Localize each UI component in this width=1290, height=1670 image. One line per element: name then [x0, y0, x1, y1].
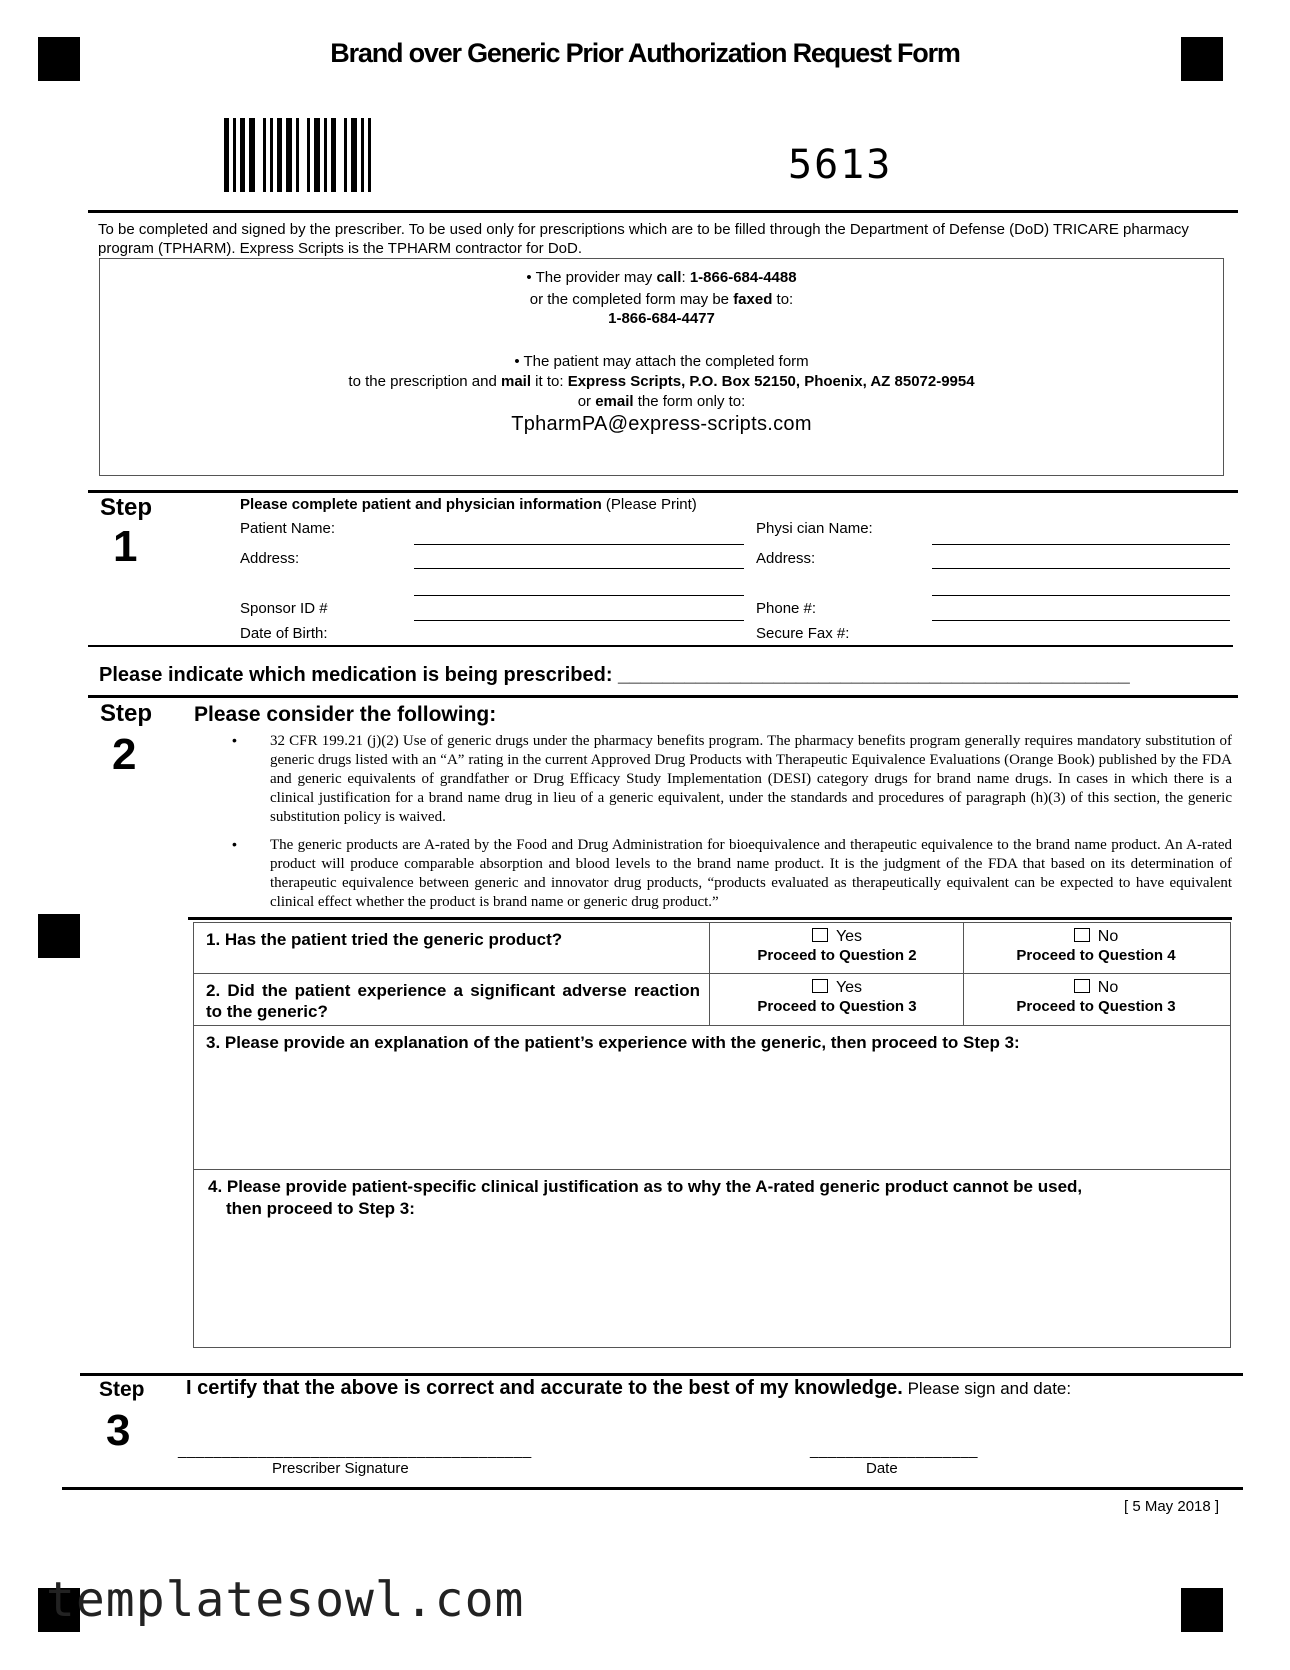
q1-no-checkbox[interactable]: [1074, 928, 1090, 942]
question-3: 3. Please provide an explanation of the patient’s experience with the generic, then proceed to Step 3:: [206, 1033, 1020, 1052]
question-4-continued: then proceed to Step 3:: [226, 1199, 415, 1218]
q1-no-option[interactable]: No Proceed to Question 4: [970, 928, 1222, 964]
step3-number: 3: [106, 1406, 131, 1455]
mail-address: Express Scripts, P.O. Box 52150, Phoenix, AZ 85072-9954: [567, 373, 975, 390]
question-table-top-rule: [188, 917, 1232, 920]
q1-yes-option[interactable]: Yes Proceed to Question 2: [711, 928, 963, 964]
physician-address-field-line2[interactable]: [932, 595, 1230, 596]
physician-address-label: Address:: [756, 550, 816, 567]
revision-date: [ 5 May 2018 ]: [1124, 1498, 1220, 1515]
regulation-paragraph: 32 CFR 199.21 (j)(2) Use of generic drugs under the pharmacy benefits program. The pharmacy benefits program generally requires mandatory substitution of generic drugs listed with an “A” rating in the current Approved Drug Products with Therapeutic Equivalence Evaluations (Orange Book) published by the FDA and generic equivalents of grandfather or Drug Efficacy Study Implementation (DESI) category drugs for brand name drugs. In cases in which there is a clinical justification for a brand name drug in lieu of a generic equivalent, under the standards and procedures of paragraph (h)(3) of this section, the generic substitution policy is waived.: [270, 733, 1232, 825]
q2-yes-option[interactable]: Yes Proceed to Question 3: [711, 979, 963, 1015]
phone-field[interactable]: [932, 620, 1230, 621]
secure-fax-label: Secure Fax #:: [756, 625, 850, 642]
patient-address-field-line2[interactable]: [414, 595, 744, 596]
intro-text: To be completed and signed by the prescriber. To be used only for prescriptions which are to be filled through the Department of Defense (DoD) TRICARE pharmacy program (TPHARM). Express Scripts is the TPHARM contractor for DoD.: [98, 221, 1189, 257]
step1-label: Step: [100, 494, 153, 521]
signature-label: Prescriber Signature: [272, 1460, 409, 1477]
step3-top-divider: [80, 1373, 1243, 1376]
patient-address-field[interactable]: [414, 568, 744, 569]
call-number: 1-866-684-4488: [689, 269, 797, 286]
q2-no-checkbox[interactable]: [1074, 979, 1090, 993]
bottom-divider: [62, 1487, 1243, 1490]
q2-yes-checkbox[interactable]: [812, 979, 828, 993]
q2-no-option[interactable]: No Proceed to Question 3: [970, 979, 1222, 1015]
barcode: [224, 118, 371, 192]
patient-attach-line: • The patient may attach the completed form: [514, 353, 809, 370]
step2-top-divider: [88, 695, 1238, 698]
step3-label: Step: [99, 1378, 145, 1401]
sponsor-id-label: Sponsor ID #: [240, 600, 328, 617]
physician-address-field[interactable]: [932, 568, 1230, 569]
fax-line: or the completed form may be faxed to:: [529, 291, 794, 308]
signature-field[interactable]: ________________________________________: [178, 1442, 532, 1459]
step2-number: 2: [112, 730, 137, 779]
question-1: 1. Has the patient tried the generic product?: [206, 930, 563, 949]
bullet-1-dot: •: [232, 732, 237, 748]
physician-name-label: Physi cian Name:: [756, 520, 873, 537]
registration-mark-bottom-right: [1181, 1588, 1223, 1632]
physician-name-field[interactable]: [932, 544, 1230, 545]
step1-top-divider: [88, 490, 1238, 493]
certification-statement: I certify that the above is correct and accurate to the best of my knowledge. Please sign and date:: [186, 1377, 1072, 1399]
q2-yes-instruction: Proceed to Question 3: [757, 998, 917, 1015]
top-divider: [88, 210, 1238, 213]
step2-heading: Please consider the following:: [194, 703, 497, 726]
registration-mark-mid-left: [38, 914, 80, 958]
form-number: 5613: [788, 142, 893, 188]
patient-name-field[interactable]: [414, 544, 744, 545]
q1-yes-checkbox[interactable]: [812, 928, 828, 942]
email-line: or email the form only to:: [577, 393, 746, 410]
step1-heading: Please complete patient and physician information (Please Print): [240, 496, 697, 513]
date-label: Date: [866, 1460, 898, 1477]
fax-number: 1-866-684-4477: [608, 310, 715, 327]
dob-field[interactable]: [88, 645, 1233, 647]
step2-label: Step: [100, 700, 153, 727]
bullet-2-dot: •: [232, 836, 237, 852]
a-rated-paragraph: The generic products are A-rated by the Food and Drug Administration for bioequivalence and therapeutic equivalence to the brand name product. An A-rated product will produce comparable absorption and blood levels to the brand name product. It is the judgment of the FDA that based on its determination of therapeutic equivalence between generic and innovator drug products, “products evaluated as therapeutically equivalent can be expected to have equivalent clinical effect whether the product is brand name or generic drug product.”: [270, 837, 1232, 910]
mail-line: to the prescription and mail it to: Express Scripts, P.O. Box 52150, Phoenix, AZ 85072-9954: [348, 373, 975, 390]
q1-no-instruction: Proceed to Question 4: [1016, 947, 1176, 964]
patient-address-label: Address:: [240, 550, 300, 567]
question-table: [193, 922, 1231, 1348]
phone-label: Phone #:: [756, 600, 817, 617]
patient-name-label: Patient Name:: [240, 520, 336, 537]
q4-answer-area[interactable]: [194, 1300, 1230, 1345]
date-field[interactable]: ___________________: [810, 1442, 979, 1459]
watermark: templatesowl.com: [46, 1572, 525, 1628]
question-4: 4. Please provide patient-specific clinical justification as to why the A-rated generic product cannot be used,: [208, 1177, 1083, 1196]
question-2: 2. Did the patient experience a significant adverse reaction to the generic?: [206, 981, 700, 1021]
step1-number: 1: [113, 522, 138, 571]
dob-label: Date of Birth:: [240, 625, 328, 642]
medication-prompt: Please indicate which medication is being prescribed: ______________________________________________: [99, 664, 1130, 686]
q1-yes-instruction: Proceed to Question 2: [757, 947, 917, 964]
form-title: Brand over Generic Prior Authorization Request Form: [330, 38, 960, 68]
q2-no-instruction: Proceed to Question 3: [1016, 998, 1176, 1015]
sponsor-id-field[interactable]: [414, 620, 744, 621]
email-address: TpharmPA@express-scripts.com: [511, 413, 812, 435]
contact-box: [99, 258, 1224, 476]
provider-call-line: • The provider may call: 1-866-684-4488: [526, 269, 797, 286]
